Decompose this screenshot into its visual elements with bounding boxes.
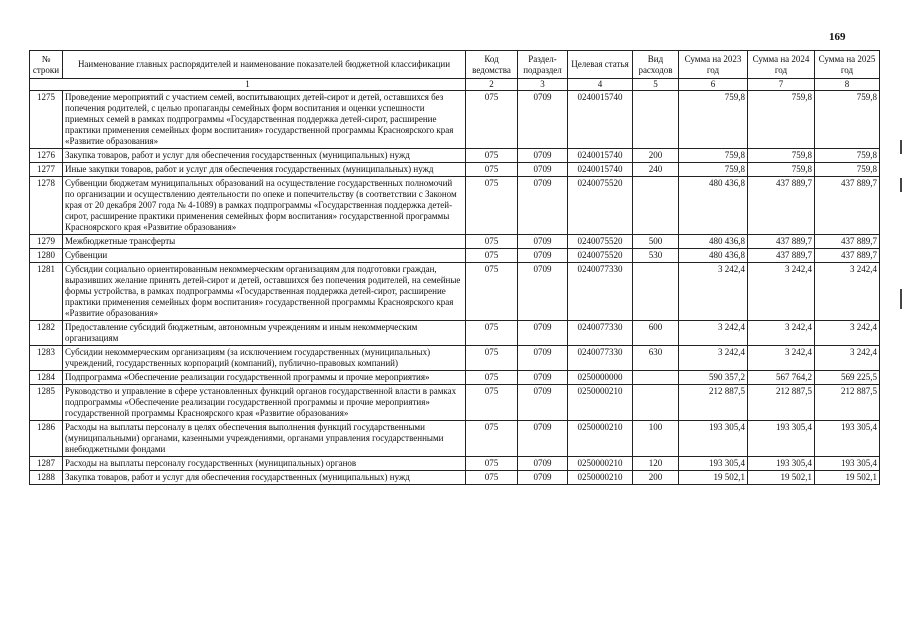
row-sum-2023: 759,8 <box>679 163 748 177</box>
table-row <box>30 457 880 471</box>
row-number: 1277 <box>30 163 63 177</box>
row-sum-2025: 3 242,4 <box>815 263 880 321</box>
row-sum-2025: 212 887,5 <box>815 385 880 421</box>
row-target-article: 0240077330 <box>568 263 633 321</box>
header-sum-2024: Сумма на 2024 год <box>748 51 815 79</box>
row-name: Проведение мероприятий с участием семей, воспитывающих детей-сирот и детей, оставшихся без попечения родителей, с целью пропаганды семейных форм воспитания и оценки успешности приемных семей в рамках подпрограммы «Государственная поддержка детей-сирот, расширение практики применения семейных форм воспитания» государственной программы Красноярского края «Развитие образования» <box>63 91 466 149</box>
row-target-article: 0240075520 <box>568 249 633 263</box>
row-name: Межбюджетные трансферты <box>63 235 466 249</box>
row-sum-2024: 567 764,2 <box>748 371 815 385</box>
row-sum-2023: 193 305,4 <box>679 457 748 471</box>
table-row <box>30 235 880 249</box>
row-sum-2025: 437 889,7 <box>815 177 880 235</box>
row-dept-code: 075 <box>466 249 518 263</box>
column-number: 2 <box>466 79 518 91</box>
row-expense-type: 200 <box>633 471 679 485</box>
row-number: 1276 <box>30 149 63 163</box>
table-row <box>30 421 880 457</box>
row-number: 1287 <box>30 457 63 471</box>
row-sum-2024: 212 887,5 <box>748 385 815 421</box>
table-row <box>30 321 880 346</box>
row-section: 0709 <box>518 263 568 321</box>
header-section: Раздел-подраздел <box>518 51 568 79</box>
header-sum-2025: Сумма на 2025 год <box>815 51 880 79</box>
row-target-article: 0240015740 <box>568 91 633 149</box>
row-sum-2023: 3 242,4 <box>679 321 748 346</box>
row-sum-2025: 3 242,4 <box>815 346 880 371</box>
row-sum-2024: 759,8 <box>748 91 815 149</box>
row-name: Расходы на выплаты персоналу в целях обеспечения выполнения функций государственными (муниципальными) органами, казенными учреждениями, органами управления государственными внебюджетными фондами <box>63 421 466 457</box>
row-sum-2024: 759,8 <box>748 149 815 163</box>
table-row <box>30 263 880 321</box>
row-dept-code: 075 <box>466 346 518 371</box>
row-number: 1278 <box>30 177 63 235</box>
row-name: Субвенции бюджетам муниципальных образований на осуществление государственных полномочий по организации и осуществлению деятельности по опеке и попечительству (в соответствии с Законом края от 20 декабря 2007 года № 4-1089) в рамках подпрограммы «Государственная поддержка детей-сирот, расширение практики применения семейных форм воспитания» государственной программы Красноярского края «Развитие образования» <box>63 177 466 235</box>
row-sum-2025: 437 889,7 <box>815 249 880 263</box>
row-number: 1288 <box>30 471 63 485</box>
row-dept-code: 075 <box>466 177 518 235</box>
row-target-article: 0240075520 <box>568 235 633 249</box>
row-section: 0709 <box>518 371 568 385</box>
table-row <box>30 249 880 263</box>
row-sum-2023: 19 502,1 <box>679 471 748 485</box>
row-number: 1284 <box>30 371 63 385</box>
row-number: 1279 <box>30 235 63 249</box>
row-expense-type: 600 <box>633 321 679 346</box>
row-section: 0709 <box>518 149 568 163</box>
header-sum-2023: Сумма на 2023 год <box>679 51 748 79</box>
header-name: Наименование главных распорядителей и наименование показателей бюджетной классификации <box>63 51 466 79</box>
row-sum-2023: 590 357,2 <box>679 371 748 385</box>
row-expense-type <box>633 177 679 235</box>
row-name: Предоставление субсидий бюджетным, автономным учреждениям и иным некоммерческим организациям <box>63 321 466 346</box>
row-section: 0709 <box>518 91 568 149</box>
row-target-article: 0250000210 <box>568 385 633 421</box>
column-number: 6 <box>679 79 748 91</box>
row-name: Субсидии социально ориентированным некоммерческим организациям для подготовки граждан, выразивших желание принять детей-сирот и детей, оставшихся без попечения родителей, на семейные формы устройства, в рамках подпрограммы «Государственная поддержка детей-сирот, расширение практики применения семейных форм воспитания» государственной программы Красноярского края «Развитие образования» <box>63 263 466 321</box>
row-expense-type: 100 <box>633 421 679 457</box>
header-expense-type: Вид расходов <box>633 51 679 79</box>
row-target-article: 0240075520 <box>568 177 633 235</box>
row-target-article: 0240015740 <box>568 163 633 177</box>
column-number: 4 <box>568 79 633 91</box>
row-name: Руководство и управление в сфере установленных функций органов государственной власти в рамках подпрограммы «Обеспечение реализации государственной программы и прочие мероприятия» государственной программы Красноярского края «Развитие образования» <box>63 385 466 421</box>
row-section: 0709 <box>518 249 568 263</box>
row-dept-code: 075 <box>466 163 518 177</box>
row-dept-code: 075 <box>466 91 518 149</box>
page-number: 169 <box>829 31 846 43</box>
row-target-article: 0250000000 <box>568 371 633 385</box>
row-sum-2023: 480 436,8 <box>679 235 748 249</box>
column-number: 8 <box>815 79 880 91</box>
row-dept-code: 075 <box>466 471 518 485</box>
row-sum-2023: 3 242,4 <box>679 263 748 321</box>
row-sum-2025: 193 305,4 <box>815 457 880 471</box>
column-number: 5 <box>633 79 679 91</box>
row-sum-2025: 19 502,1 <box>815 471 880 485</box>
scan-edge-mark <box>900 178 902 192</box>
row-dept-code: 075 <box>466 421 518 457</box>
row-target-article: 0240015740 <box>568 149 633 163</box>
row-expense-type: 200 <box>633 149 679 163</box>
row-sum-2025: 569 225,5 <box>815 371 880 385</box>
table-row <box>30 91 880 149</box>
row-name: Субсидии некоммерческим организациям (за исключением государственных (муниципальных) учреждений, государственных корпораций (компаний), публично-правовых компаний) <box>63 346 466 371</box>
row-target-article: 0250000210 <box>568 457 633 471</box>
row-sum-2024: 19 502,1 <box>748 471 815 485</box>
row-expense-type: 530 <box>633 249 679 263</box>
row-target-article: 0240077330 <box>568 346 633 371</box>
table-row <box>30 149 880 163</box>
header-row <box>30 51 880 79</box>
row-number: 1281 <box>30 263 63 321</box>
column-number: 1 <box>30 79 466 91</box>
row-section: 0709 <box>518 421 568 457</box>
header-dept-code: Код ведомства <box>466 51 518 79</box>
row-sum-2025: 759,8 <box>815 91 880 149</box>
row-sum-2023: 480 436,8 <box>679 249 748 263</box>
column-number: 3 <box>518 79 568 91</box>
row-section: 0709 <box>518 457 568 471</box>
table-row <box>30 385 880 421</box>
row-sum-2025: 759,8 <box>815 163 880 177</box>
row-section: 0709 <box>518 235 568 249</box>
row-expense-type <box>633 371 679 385</box>
row-section: 0709 <box>518 177 568 235</box>
row-name: Закупка товаров, работ и услуг для обеспечения государственных (муниципальных) нужд <box>63 149 466 163</box>
row-sum-2023: 759,8 <box>679 149 748 163</box>
row-expense-type: 120 <box>633 457 679 471</box>
row-name: Субвенции <box>63 249 466 263</box>
row-sum-2023: 759,8 <box>679 91 748 149</box>
row-sum-2023: 193 305,4 <box>679 421 748 457</box>
row-target-article: 0250000210 <box>568 421 633 457</box>
table-row <box>30 346 880 371</box>
row-section: 0709 <box>518 471 568 485</box>
row-sum-2023: 3 242,4 <box>679 346 748 371</box>
row-section: 0709 <box>518 385 568 421</box>
scan-edge-mark <box>900 140 902 154</box>
scan-edge-mark <box>900 289 902 309</box>
row-expense-type: 500 <box>633 235 679 249</box>
row-sum-2024: 193 305,4 <box>748 421 815 457</box>
table-row <box>30 177 880 235</box>
row-number: 1285 <box>30 385 63 421</box>
row-section: 0709 <box>518 346 568 371</box>
row-sum-2023: 480 436,8 <box>679 177 748 235</box>
row-dept-code: 075 <box>466 371 518 385</box>
column-number: 7 <box>748 79 815 91</box>
row-dept-code: 075 <box>466 457 518 471</box>
row-sum-2025: 3 242,4 <box>815 321 880 346</box>
row-sum-2025: 193 305,4 <box>815 421 880 457</box>
row-number: 1286 <box>30 421 63 457</box>
row-dept-code: 075 <box>466 385 518 421</box>
row-number: 1280 <box>30 249 63 263</box>
row-name: Расходы на выплаты персоналу государственных (муниципальных) органов <box>63 457 466 471</box>
header-row-number: № строки <box>30 51 63 79</box>
row-target-article: 0240077330 <box>568 321 633 346</box>
row-dept-code: 075 <box>466 321 518 346</box>
row-expense-type: 630 <box>633 346 679 371</box>
row-sum-2024: 437 889,7 <box>748 249 815 263</box>
row-name: Подпрограмма «Обеспечение реализации государственной программы и прочие мероприятия» <box>63 371 466 385</box>
row-section: 0709 <box>518 321 568 346</box>
row-sum-2024: 193 305,4 <box>748 457 815 471</box>
column-number-row <box>30 79 880 91</box>
row-sum-2024: 3 242,4 <box>748 321 815 346</box>
row-sum-2025: 437 889,7 <box>815 235 880 249</box>
row-name: Иные закупки товаров, работ и услуг для обеспечения государственных (муниципальных) нужд <box>63 163 466 177</box>
row-expense-type: 240 <box>633 163 679 177</box>
row-sum-2024: 3 242,4 <box>748 263 815 321</box>
row-sum-2024: 437 889,7 <box>748 177 815 235</box>
row-section: 0709 <box>518 163 568 177</box>
header-target-article: Целевая статья <box>568 51 633 79</box>
row-dept-code: 075 <box>466 235 518 249</box>
row-number: 1283 <box>30 346 63 371</box>
row-target-article: 0250000210 <box>568 471 633 485</box>
row-sum-2023: 212 887,5 <box>679 385 748 421</box>
table-row <box>30 371 880 385</box>
row-sum-2024: 759,8 <box>748 163 815 177</box>
row-name: Закупка товаров, работ и услуг для обеспечения государственных (муниципальных) нужд <box>63 471 466 485</box>
row-sum-2024: 3 242,4 <box>748 346 815 371</box>
row-sum-2025: 759,8 <box>815 149 880 163</box>
row-sum-2024: 437 889,7 <box>748 235 815 249</box>
row-number: 1275 <box>30 91 63 149</box>
row-dept-code: 075 <box>466 263 518 321</box>
row-expense-type <box>633 385 679 421</box>
row-dept-code: 075 <box>466 149 518 163</box>
budget-table <box>29 50 880 485</box>
row-expense-type <box>633 263 679 321</box>
row-expense-type <box>633 91 679 149</box>
table-row <box>30 163 880 177</box>
row-number: 1282 <box>30 321 63 346</box>
table-row <box>30 471 880 485</box>
